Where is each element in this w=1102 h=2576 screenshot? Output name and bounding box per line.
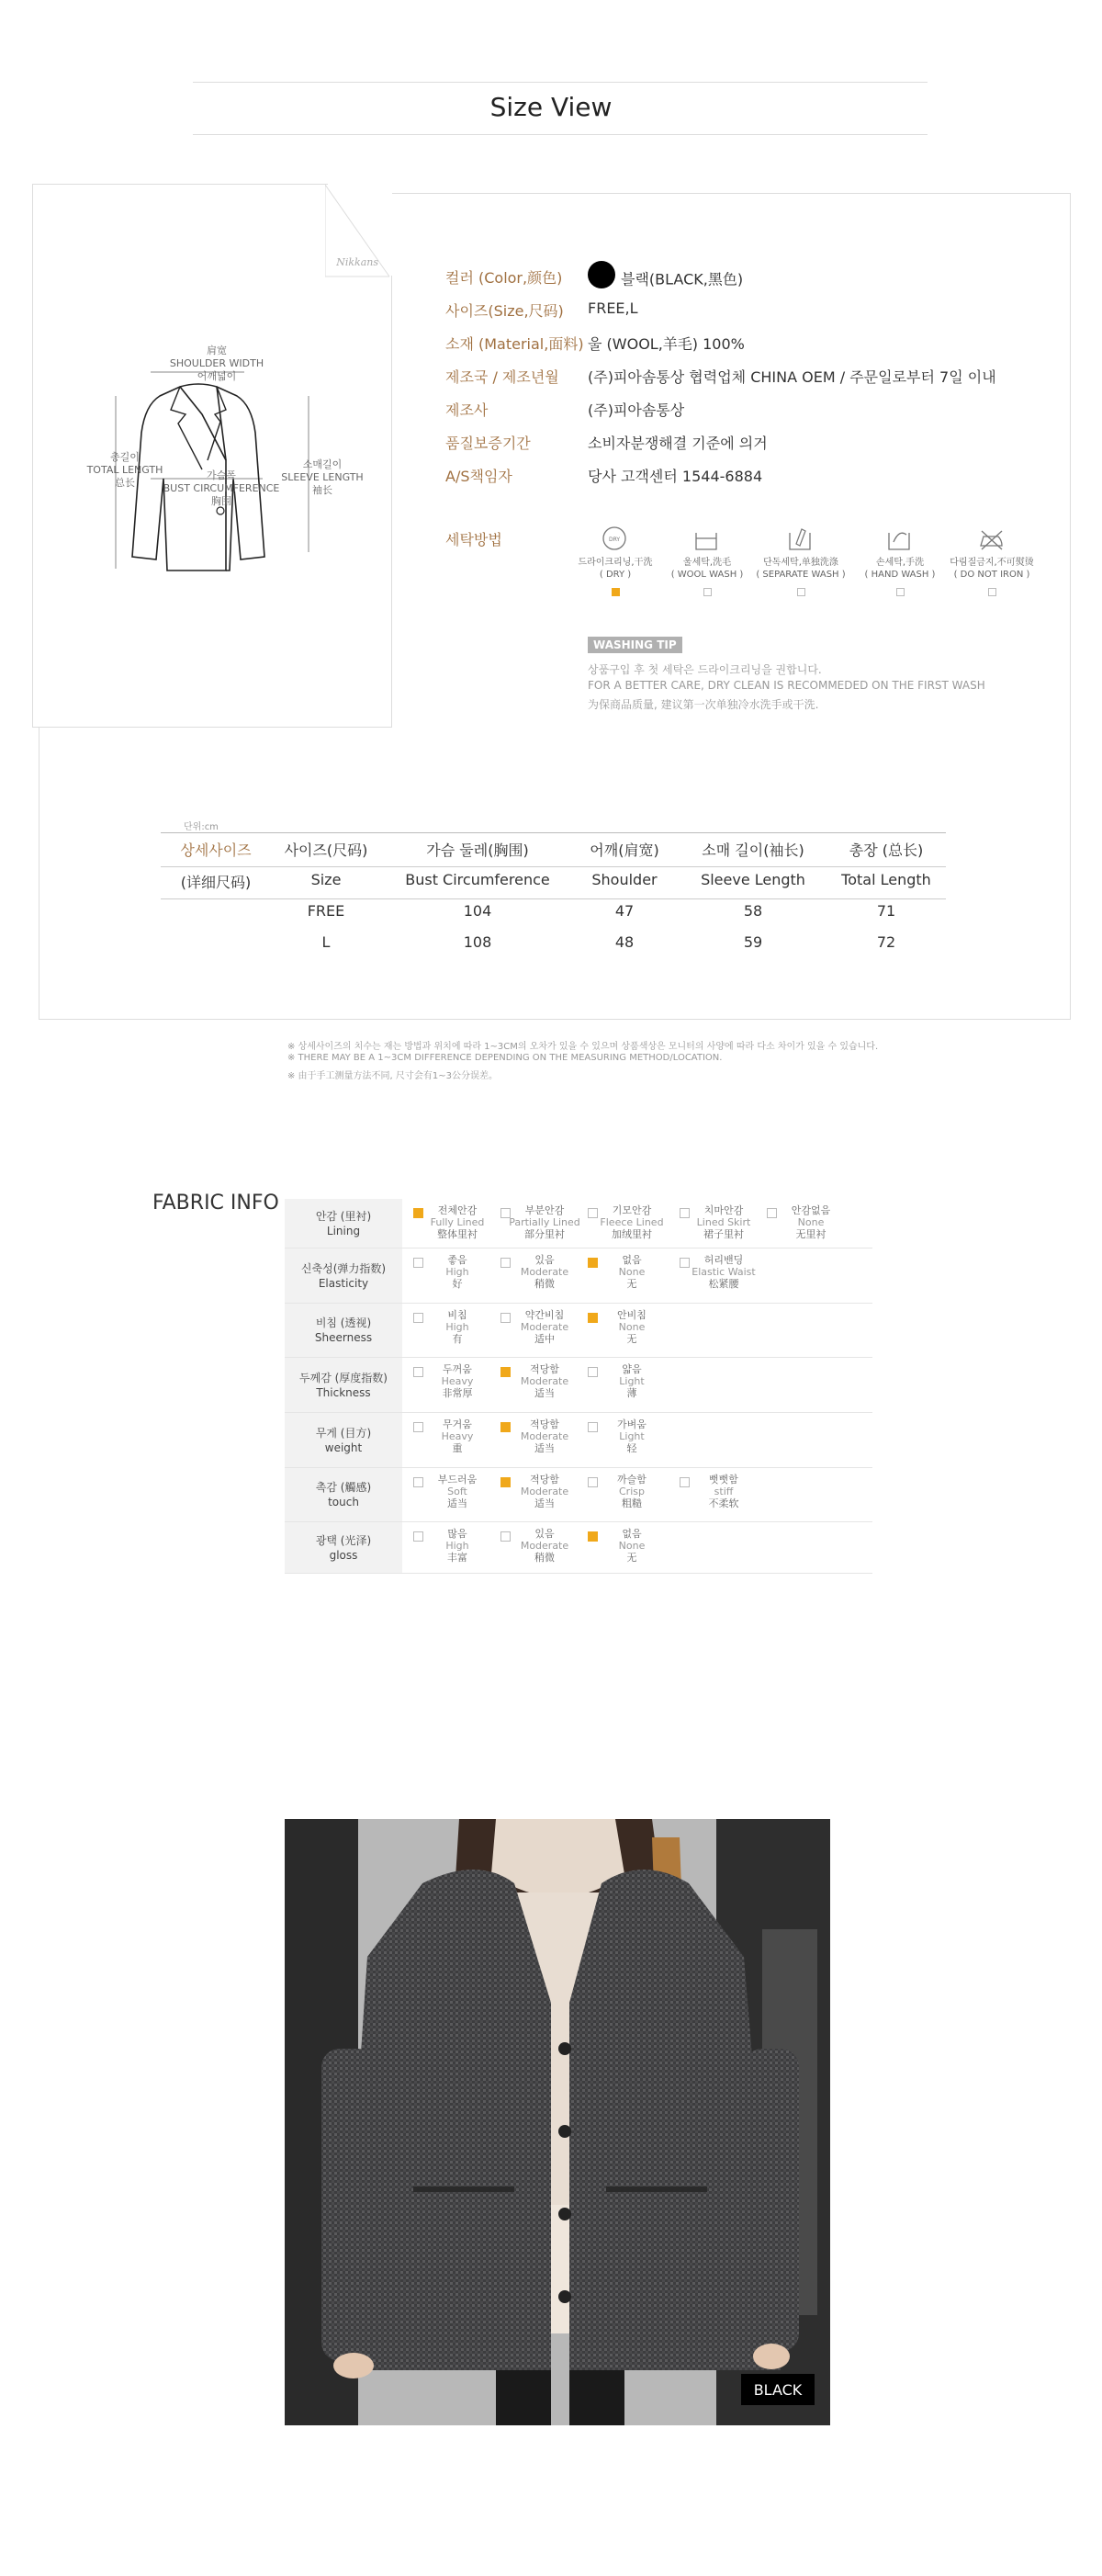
fabric-option (500, 1474, 589, 1509)
fabric-option (588, 1254, 676, 1290)
fabric-row-en: weight (324, 1441, 363, 1454)
fabric-option (500, 1309, 589, 1345)
fabric-row-ko: 무게 (目方) (315, 1426, 372, 1440)
fabric-option-en: High (445, 1266, 469, 1278)
fabric-option-en: Moderate (520, 1430, 569, 1442)
washing-tip-badge: WASHING TIP (588, 637, 682, 653)
fabric-row-header (285, 1413, 402, 1467)
spec-value-text: FREE,L (588, 299, 638, 317)
fabric-row (285, 1199, 872, 1248)
size-sketch (32, 184, 392, 728)
fabric-option-en: Lined Skirt (696, 1216, 751, 1228)
fabric-option-zh: 松紧腰 (708, 1278, 739, 1290)
fabric-option-en: stiff (714, 1486, 734, 1497)
fabric-option-en: Light (619, 1430, 645, 1442)
fabric-row-ko: 두께감 (厚度指数) (299, 1371, 388, 1384)
fabric-row-header (285, 1522, 402, 1573)
fabric-option-zh: 适当 (534, 1442, 555, 1454)
fabric-option-ko: 적당함 (530, 1474, 559, 1486)
wash-option-ko: 드라이크리닝,干洗 (578, 558, 653, 568)
no-iron-icon (978, 525, 1006, 553)
product-photo (285, 1819, 830, 2425)
fabric-option-zh: 不柔软 (708, 1497, 739, 1509)
size-table-cell: 71 (876, 902, 896, 920)
fabric-option-zh: 好 (452, 1278, 463, 1290)
fabric-option (588, 1204, 676, 1240)
size-table-subtitle: (详细尺码) (180, 874, 252, 891)
fabric-option (588, 1528, 676, 1564)
fabric-option (413, 1309, 501, 1345)
fabric-option-ko: 가벼움 (617, 1418, 647, 1430)
fabric-row (285, 1248, 872, 1304)
spec-label: 컬러 (Color,颜色) (445, 269, 563, 287)
fabric-option (500, 1204, 589, 1240)
color-swatch-icon (588, 261, 615, 288)
size-note: ※ THERE MAY BE A 1~3CM DIFFERENCE DEPENDING ON THE MEASURING METHOD/LOCATION. (287, 1053, 723, 1063)
washing-tip-line: FOR A BETTER CARE, DRY CLEAN IS RECOMMEDED ON THE FIRST WASH (588, 679, 985, 692)
size-table-cell: 58 (743, 902, 763, 920)
fabric-option-en: Light (619, 1375, 645, 1387)
fabric-option-zh: 整体里衬 (437, 1228, 478, 1240)
fabric-option-zh: 加绒里衬 (612, 1228, 652, 1240)
fabric-option-ko: 많음 (447, 1528, 467, 1540)
fabric-checkbox (588, 1367, 598, 1377)
bust-label: 가슴폭 BUST CIRCUMFERENCE 胸围 (163, 469, 280, 507)
fabric-option (413, 1528, 501, 1564)
fabric-checkbox (588, 1313, 598, 1323)
spec-label: 품질보증기간 (445, 435, 531, 452)
fabric-option (767, 1204, 855, 1240)
fabric-option-ko: 치마안감 (703, 1204, 744, 1216)
fabric-checkbox (588, 1422, 598, 1432)
size-table-cell: 72 (876, 933, 896, 951)
table-line (161, 898, 946, 899)
fabric-option-zh: 重 (452, 1442, 463, 1454)
fabric-option-en: High (445, 1321, 469, 1333)
spec-label: 제조사 (445, 401, 489, 419)
spec-label: 제조국 / 제조년월 (445, 368, 559, 386)
wash-option-ko: 다림질금지,不可熨烫 (950, 558, 1034, 568)
wash-option-en: ( WOOL WASH ) (670, 570, 744, 580)
size-header-en: Bust Circumference (405, 871, 550, 888)
fabric-row (285, 1358, 872, 1413)
fabric-option-zh: 轻 (626, 1442, 637, 1454)
fabric-row-en: Elasticity (318, 1276, 369, 1290)
fabric-option-zh: 粗糙 (622, 1497, 642, 1509)
fabric-option-ko: 얇음 (622, 1363, 642, 1375)
fabric-option-ko: 허리밴딩 (703, 1254, 744, 1266)
fabric-option-en: Heavy (441, 1375, 474, 1387)
fabric-row-en: Lining (326, 1224, 361, 1237)
fabric-option-zh: 稍微 (534, 1552, 555, 1564)
fabric-option-ko: 기모안감 (612, 1204, 652, 1216)
fabric-checkbox (500, 1531, 511, 1542)
wash-option (854, 525, 946, 596)
hand-wash-icon (886, 525, 914, 553)
fabric-option-zh: 适当 (447, 1497, 467, 1509)
fabric-option-zh: 无 (626, 1278, 637, 1290)
fabric-option-ko: 적당함 (530, 1363, 559, 1375)
page-title: Size View (489, 92, 613, 122)
fabric-option-en: Soft (447, 1486, 467, 1497)
spec-value (588, 432, 768, 453)
fabric-row-en: touch (328, 1496, 359, 1508)
fabric-option (500, 1254, 589, 1290)
fabric-option-zh: 非常厚 (442, 1387, 473, 1399)
spec-value (588, 333, 745, 354)
fabric-row-header (285, 1248, 402, 1303)
fabric-checkbox (588, 1477, 598, 1487)
size-table-cell: FREE (307, 902, 345, 920)
fabric-option-ko: 비침 (447, 1309, 467, 1321)
size-note: ※ 상세사이즈의 치수는 재는 방법과 위치에 따라 1~3CM의 오차가 있을 수 있으며 상품색상은 모니터의 사양에 따라 다소 차이가 있을 수 있습니다. (287, 1042, 879, 1052)
fabric-option-zh: 裙子里衬 (703, 1228, 744, 1240)
fabric-option-ko: 까슬함 (617, 1474, 647, 1486)
wash-checkbox (988, 588, 996, 596)
size-header-en: Shoulder (591, 871, 658, 888)
fabric-checkbox (413, 1208, 423, 1218)
color-badge: BLACK (741, 2374, 815, 2405)
fabric-option (500, 1418, 589, 1454)
wash-option-ko: 손세탁,手洗 (875, 558, 925, 568)
spec-value (588, 266, 743, 294)
size-header-ko: 소매 길이(袖长) (702, 842, 804, 859)
spec-value (588, 399, 684, 420)
fabric-option-ko: 두꺼움 (443, 1363, 472, 1375)
fabric-option-zh: 适当 (534, 1497, 555, 1509)
fabric-option-zh: 无 (626, 1333, 637, 1345)
fabric-option-ko: 안감없음 (791, 1204, 831, 1216)
spec-value-text: 울 (WOOL,羊毛) 100% (588, 335, 745, 353)
size-table-cell: 108 (463, 933, 492, 951)
fabric-row-en: Sheerness (314, 1331, 373, 1344)
wash-option-ko: 단독세탁,单独洗涤 (763, 558, 838, 568)
fabric-checkbox (500, 1208, 511, 1218)
spec-value-text: 당사 고객센터 1544-6884 (588, 468, 763, 485)
fabric-option-zh: 稍微 (534, 1278, 555, 1290)
fabric-checkbox (680, 1258, 690, 1268)
size-table-cell: L (321, 933, 331, 951)
fabric-option-en: None (797, 1216, 825, 1228)
size-header-ko: 가슴 둘레(胸围) (426, 842, 529, 859)
fabric-checkbox (680, 1477, 690, 1487)
svg-text:DRY: DRY (608, 537, 621, 543)
fabric-option-ko: 약간비침 (524, 1309, 565, 1321)
fabric-row-ko: 비침 (透视) (315, 1316, 372, 1329)
separate-wash-icon (787, 525, 815, 553)
fabric-row-ko: 안감 (里衬) (315, 1209, 372, 1223)
size-table-cell: 104 (463, 902, 492, 920)
fabric-option-zh: 无 (626, 1552, 637, 1564)
fabric-checkbox (680, 1208, 690, 1218)
fabric-option (413, 1204, 501, 1240)
spec-value (588, 465, 762, 486)
spec-label: A/S책임자 (445, 468, 512, 485)
size-header-en: Size (310, 871, 342, 888)
fabric-row-header (285, 1358, 402, 1412)
table-top-line (161, 832, 946, 833)
fabric-option (413, 1254, 501, 1290)
fabric-checkbox (413, 1367, 423, 1377)
spec-value-text: 소비자분쟁해결 기준에 의거 (588, 435, 768, 452)
table-line (161, 866, 946, 867)
shoulder-label: 肩宽 SHOULDER WIDTH 어깨넓이 (169, 345, 264, 382)
fabric-option-en: None (618, 1266, 646, 1278)
fabric-option-en: Partially Lined (509, 1216, 580, 1228)
fabric-option-en: Fully Lined (430, 1216, 485, 1228)
sleeve-label: 소매길이 SLEEVE LENGTH 袖长 (281, 458, 364, 496)
fabric-option (680, 1474, 768, 1509)
wash-option-en: ( HAND WASH ) (864, 570, 936, 580)
fabric-row-ko: 신축성(弹力指数) (300, 1261, 387, 1275)
fabric-option-zh: 丰富 (447, 1552, 467, 1564)
title-bottom-line (193, 134, 928, 135)
fabric-checkbox (767, 1208, 777, 1218)
wash-checkbox (612, 588, 620, 596)
fabric-row-en: gloss (329, 1548, 358, 1562)
fabric-checkbox (413, 1422, 423, 1432)
fabric-option-en: Moderate (520, 1375, 569, 1387)
fabric-option-en: Fleece Lined (600, 1216, 664, 1228)
fabric-option-ko: 적당함 (530, 1418, 559, 1430)
fabric-row (285, 1304, 872, 1358)
fabric-row-header (285, 1468, 402, 1521)
fabric-option (588, 1474, 676, 1509)
fabric-checkbox (500, 1313, 511, 1323)
model-photo-image (285, 1819, 830, 2425)
spec-value-text: (주)피아솜통상 협력업체 CHINA OEM / 주문일로부터 7일 이내 (588, 368, 996, 386)
fabric-checkbox (413, 1477, 423, 1487)
wool-wash-icon (693, 525, 721, 553)
fabric-checkbox (500, 1477, 511, 1487)
fabric-option-ko: 뻣뻣함 (709, 1474, 738, 1486)
fabric-option-ko: 부분안감 (524, 1204, 565, 1216)
fabric-option-en: None (618, 1540, 646, 1552)
fabric-option-ko: 없음 (622, 1254, 642, 1266)
fabric-option-en: Moderate (520, 1266, 569, 1278)
fabric-option-ko: 부드러움 (437, 1474, 478, 1486)
fabric-checkbox (588, 1208, 598, 1218)
fabric-option (413, 1474, 501, 1509)
wash-checkbox (797, 588, 805, 596)
size-header-ko: 총장 (总长) (849, 842, 924, 859)
wash-option (946, 525, 1038, 596)
fabric-option-en: Moderate (520, 1486, 569, 1497)
size-table-title: 상세사이즈 (180, 842, 252, 859)
fabric-option (588, 1363, 676, 1399)
fabric-checkbox (500, 1258, 511, 1268)
spec-label: 사이즈(Size,尺码) (445, 302, 564, 320)
fabric-option-en: Heavy (441, 1430, 474, 1442)
fabric-option-ko: 전체안감 (437, 1204, 478, 1216)
fabric-row-header (285, 1199, 402, 1248)
wash-checkbox (703, 588, 712, 596)
spec-value (588, 299, 638, 317)
fabric-option-ko: 무거움 (443, 1418, 472, 1430)
fabric-checkbox (500, 1422, 511, 1432)
fabric-option-ko: 좋음 (447, 1254, 467, 1266)
wash-option (661, 525, 753, 596)
fabric-option (500, 1363, 589, 1399)
spec-value-text: (주)피아솜통상 (588, 401, 685, 419)
fabric-option-en: High (445, 1540, 469, 1552)
spec-value-text: 블랙(BLACK,黑色) (621, 270, 744, 288)
washing-tip-line: 상품구입 후 첫 세탁은 드라이크리닝을 권합니다. (588, 663, 822, 676)
fabric-option (680, 1254, 768, 1290)
wash-checkbox (896, 588, 905, 596)
fabric-row-en: Thickness (316, 1385, 371, 1399)
fabric-row-ko: 촉감 (觸感) (315, 1481, 372, 1494)
fabric-row (285, 1468, 872, 1522)
fabric-option-ko: 안비침 (617, 1309, 647, 1321)
size-table-cell: 48 (614, 933, 635, 951)
fabric-option-en: Moderate (520, 1321, 569, 1333)
total-length-label: 총길이 TOTAL LENGTH 总长 (86, 451, 163, 489)
fabric-option (413, 1418, 501, 1454)
fabric-option-en: Moderate (520, 1540, 569, 1552)
fabric-checkbox (500, 1367, 511, 1377)
wash-option (569, 525, 661, 596)
wash-option-ko: 울세탁,洗毛 (682, 558, 732, 568)
fabric-option-zh: 适当 (534, 1387, 555, 1399)
fabric-row (285, 1522, 872, 1574)
fabric-checkbox (588, 1531, 598, 1542)
fabric-option-zh: 薄 (626, 1387, 637, 1399)
brand-signature: Nikkans (336, 256, 378, 268)
fabric-option (588, 1309, 676, 1345)
wash-option-en: ( DRY ) (599, 570, 632, 580)
size-table-cell: 59 (743, 933, 763, 951)
fabric-option-ko: 있음 (534, 1254, 555, 1266)
fabric-checkbox (413, 1313, 423, 1323)
fabric-option-zh: 有 (452, 1333, 463, 1345)
wash-method-label: 세탁방법 (445, 531, 502, 548)
size-header-en: Total Length (841, 871, 931, 888)
size-header-ko: 어깨(肩宽) (590, 842, 659, 859)
wash-option-en: ( SEPARATE WASH ) (756, 570, 846, 580)
fabric-option-zh: 无里衬 (795, 1228, 826, 1240)
size-table-cell: 47 (614, 902, 635, 920)
fabric-option-zh: 部分里衬 (524, 1228, 565, 1240)
size-note: ※ 由于手工测量方法不同, 尺寸会有1~3公分误差。 (287, 1071, 499, 1081)
fabric-option-ko: 있음 (534, 1528, 555, 1540)
fabric-info-title: FABRIC INFO (152, 1192, 279, 1215)
fabric-option-en: None (618, 1321, 646, 1333)
fabric-option (680, 1204, 768, 1240)
fabric-option (500, 1528, 589, 1564)
spec-label: 소재 (Material,面料) (445, 335, 584, 353)
washing-tip-line: 为保商品质量, 建议第一次单独冷水洗手或干洗. (588, 698, 819, 711)
size-header-en: Sleeve Length (701, 871, 805, 888)
dry-clean-icon (602, 525, 629, 553)
fabric-option-en: Crisp (619, 1486, 645, 1497)
wash-option-en: ( DO NOT IRON ) (953, 570, 1030, 580)
wash-option (755, 525, 847, 596)
fabric-checkbox (588, 1258, 598, 1268)
fabric-checkbox (413, 1531, 423, 1542)
fabric-option-en: Elastic Waist (692, 1266, 756, 1278)
spec-value (588, 366, 996, 387)
size-unit: 단위:cm (184, 822, 219, 832)
fabric-option (588, 1418, 676, 1454)
fabric-checkbox (413, 1258, 423, 1268)
fabric-row-ko: 광택 (光泽) (315, 1533, 372, 1547)
fabric-option-zh: 适中 (534, 1333, 555, 1345)
title-top-line (193, 82, 928, 83)
fabric-row (285, 1413, 872, 1468)
fabric-row-header (285, 1304, 402, 1357)
size-header-ko: 사이즈(尺码) (284, 842, 368, 859)
fabric-option (413, 1363, 501, 1399)
fabric-option-ko: 없음 (622, 1528, 642, 1540)
